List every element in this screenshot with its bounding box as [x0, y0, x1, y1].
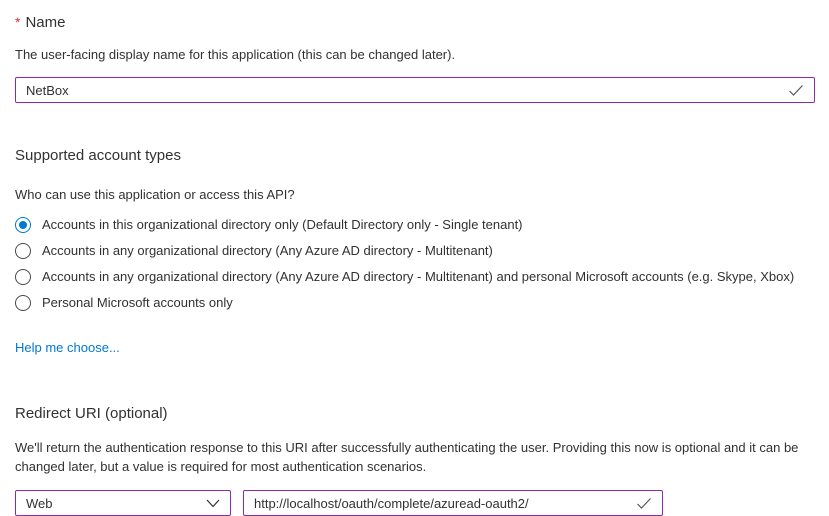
account-types-title: Supported account types	[15, 147, 181, 164]
account-type-option-label: Personal Microsoft accounts only	[42, 295, 233, 310]
account-type-option-label: Accounts in any organizational directory (Any Azure AD directory - Multitenant)	[42, 243, 493, 258]
platform-select-dropdown[interactable]	[15, 490, 231, 516]
radio-button-icon	[15, 243, 31, 259]
checkmark-icon	[636, 497, 662, 510]
redirect-uri-description: We'll return the authentication response to this URI after successfully authenticating the user. Providing this now is optional and it can be changed later, but a value is required for most authentication scenarios.	[15, 440, 799, 474]
name-label: Name	[25, 14, 66, 31]
account-types-question: Who can use this application or access this API?	[15, 187, 295, 202]
name-section-title	[15, 12, 815, 33]
account-type-option-personal-only[interactable]	[15, 290, 815, 316]
help-me-choose-link[interactable]: Help me choose...	[15, 340, 120, 355]
account-types-radio-group	[15, 212, 815, 316]
radio-button-icon	[15, 217, 31, 233]
account-type-option-label: Accounts in this organizational directory only (Default Directory only - Single tenant)	[42, 217, 523, 232]
name-input-field	[15, 77, 815, 103]
account-type-option-label: Accounts in any organizational directory (Any Azure AD directory - Multitenant) and personal Microsoft accounts (e.g. Skype, Xbox)	[42, 269, 795, 284]
redirect-uri-input-field	[243, 490, 663, 516]
radio-button-icon	[15, 295, 31, 311]
redirect-uri-input[interactable]	[244, 491, 636, 515]
account-type-option-multitenant-personal[interactable]	[15, 264, 815, 290]
account-type-option-single-tenant[interactable]	[15, 212, 815, 238]
radio-button-icon	[15, 269, 31, 285]
redirect-uri-title: Redirect URI (optional)	[15, 405, 168, 422]
account-type-option-multitenant[interactable]	[15, 238, 815, 264]
redirect-uri-row	[15, 490, 815, 516]
chevron-down-icon	[206, 499, 220, 508]
name-description: The user-facing display name for this application (this can be changed later).	[15, 47, 456, 62]
checkmark-icon	[788, 84, 814, 97]
platform-select-value: Web	[26, 495, 53, 511]
required-asterisk: *	[15, 14, 21, 30]
name-input[interactable]	[16, 78, 788, 102]
